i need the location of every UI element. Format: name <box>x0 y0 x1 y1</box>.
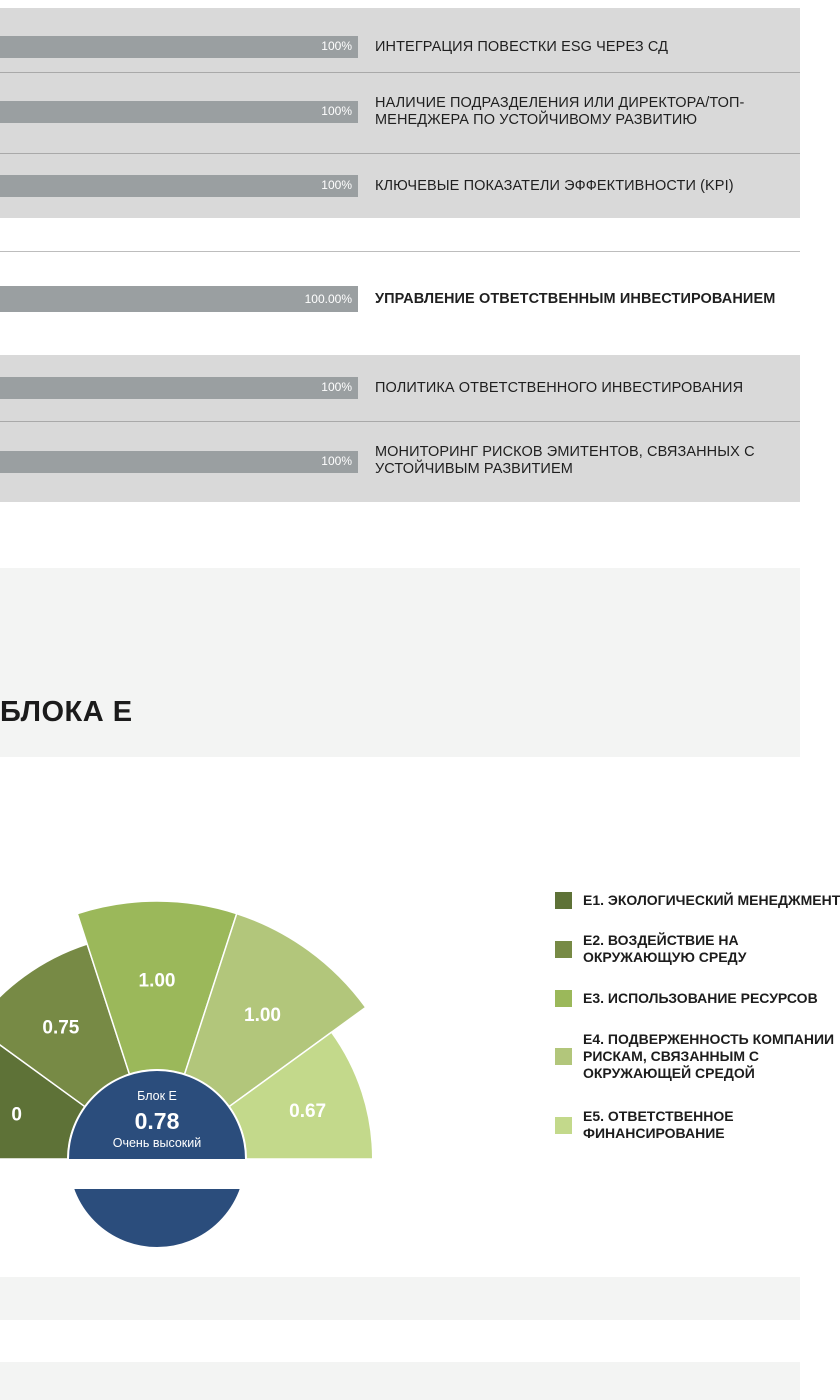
slice-label-e2: 0.75 <box>42 1017 80 1039</box>
legend-swatch <box>555 892 572 909</box>
block-e-pie-chart <box>0 880 430 1180</box>
percent-value: 100% <box>321 178 352 192</box>
section-title: БЛОКА Е <box>0 696 133 728</box>
legend-label: E4. ПОДВЕРЖЕННОСТЬ КОМПАНИИ РИСКАМ, СВЯЗАННЫМ С ОКРУЖАЮЩЕЙ СРЕДОЙ <box>583 1031 835 1081</box>
legend-swatch <box>555 1117 572 1134</box>
progress-bar <box>0 36 358 58</box>
legend-label: E5. ОТВЕТСТВЕННОЕ ФИНАНСИРОВАНИЕ <box>583 1108 734 1141</box>
legend-label: E1. ЭКОЛОГИЧЕСКИЙ МЕНЕДЖМЕНТ <box>583 892 840 908</box>
slice-label-e4: 1.00 <box>244 1004 281 1026</box>
legend-swatch <box>555 990 572 1007</box>
progress-bar <box>0 377 358 399</box>
esg-row <box>0 8 800 72</box>
progress-bar <box>0 175 358 197</box>
footer-band <box>0 1277 800 1320</box>
progress-bar <box>0 101 358 123</box>
percent-value: 100.00% <box>304 292 352 306</box>
progress-bar <box>0 451 358 473</box>
row-label: УПРАВЛЕНИЕ ОТВЕТСТВЕННЫМ ИНВЕСТИРОВАНИЕМ <box>375 291 776 307</box>
ri-row <box>0 422 800 502</box>
ri-header-row <box>0 252 800 348</box>
center-value: 0.78 <box>134 1108 180 1134</box>
row-label: МОНИТОРИНГ РИСКОВ ЭМИТЕНТОВ, СВЯЗАННЫХ С УСТОЙЧИВЫМ РАЗВИТИЕМ <box>375 444 755 477</box>
center-title: Блок Е <box>137 1089 177 1103</box>
row-label: ПОЛИТИКА ОТВЕТСТВЕННОГО ИНВЕСТИРОВАНИЯ <box>375 380 744 396</box>
ri-row <box>0 355 800 421</box>
chart-bottom-mask <box>0 1159 430 1189</box>
legend-swatch <box>555 1048 572 1065</box>
percent-value: 100% <box>321 454 352 468</box>
percent-value: 100% <box>321 39 352 53</box>
legend-swatch <box>555 941 572 958</box>
percent-value: 100% <box>321 380 352 394</box>
legend-label: E3. ИСПОЛЬЗОВАНИЕ РЕСУРСОВ <box>583 990 818 1006</box>
slice-label-e5: 0.67 <box>289 1101 327 1123</box>
slice-label-e1: 0 <box>11 1104 23 1126</box>
legend-label: E2. ВОЗДЕЙСТВИЕ НА ОКРУЖАЮЩУЮ СРЕДУ <box>583 932 747 965</box>
esg-row <box>0 154 800 218</box>
row-label: КЛЮЧЕВЫЕ ПОКАЗАТЕЛИ ЭФФЕКТИВНОСТИ (KPI) <box>375 178 734 194</box>
footer-band <box>0 1362 800 1400</box>
center-rating: Очень высокий <box>112 1136 202 1150</box>
percent-value: 100% <box>321 104 352 118</box>
row-label: ИНТЕГРАЦИЯ ПОВЕСТКИ ESG ЧЕРЕЗ СД <box>375 39 669 55</box>
esg-row <box>0 73 800 153</box>
slice-label-e3: 1.00 <box>138 970 176 992</box>
row-label: НАЛИЧИЕ ПОДРАЗДЕЛЕНИЯ ИЛИ ДИРЕКТОРА/ТОП- МЕНЕДЖЕРА ПО УСТОЙЧИВОМУ РАЗВИТИЮ <box>375 95 745 128</box>
